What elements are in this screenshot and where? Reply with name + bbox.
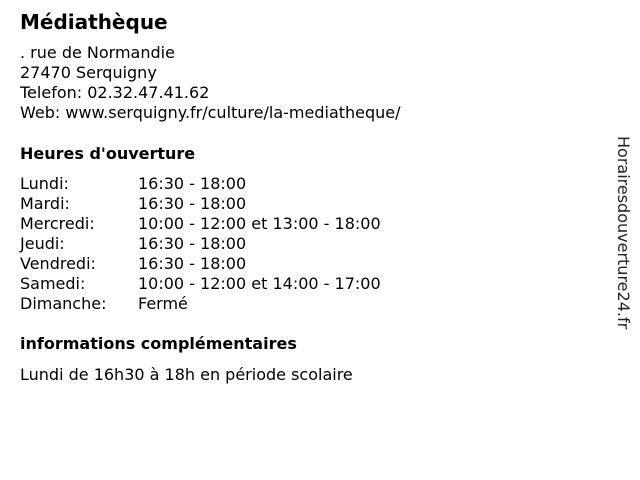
additional-info-heading: informations complémentaires bbox=[20, 334, 297, 353]
address-city: 27470 Serquigny bbox=[20, 63, 157, 82]
day-hours: 10:00 - 12:00 et 14:00 - 17:00 bbox=[138, 274, 381, 293]
hours-row-thursday bbox=[20, 234, 381, 254]
opening-hours-heading: Heures d'ouverture bbox=[20, 144, 196, 163]
hours-row-wednesday bbox=[20, 214, 381, 234]
hours-row-tuesday bbox=[20, 194, 381, 214]
day-label: Vendredi: bbox=[20, 254, 96, 273]
day-hours: 16:30 - 18:00 bbox=[138, 234, 247, 253]
day-hours: Fermé bbox=[138, 294, 188, 313]
page-title: Médiathèque bbox=[20, 10, 168, 34]
phone-number: Telefon: 02.32.47.41.62 bbox=[20, 83, 210, 102]
day-label: Mercredi: bbox=[20, 214, 95, 233]
day-label: Jeudi: bbox=[20, 234, 65, 253]
day-hours: 16:30 - 18:00 bbox=[138, 194, 247, 213]
day-hours: 16:30 - 18:00 bbox=[138, 254, 247, 273]
day-label: Dimanche: bbox=[20, 294, 107, 313]
hours-row-monday bbox=[20, 174, 381, 194]
day-label: Samedi: bbox=[20, 274, 86, 293]
hours-row-friday bbox=[20, 254, 381, 274]
hours-row-sunday bbox=[20, 294, 381, 314]
address-street: . rue de Normandie bbox=[20, 43, 175, 62]
day-hours: 10:00 - 12:00 et 13:00 - 18:00 bbox=[138, 214, 381, 233]
hours-row-saturday bbox=[20, 274, 381, 294]
day-hours: 16:30 - 18:00 bbox=[138, 174, 247, 193]
additional-info-text: Lundi de 16h30 à 18h en période scolaire bbox=[20, 365, 353, 384]
address-block bbox=[20, 43, 401, 123]
day-label: Lundi: bbox=[20, 174, 69, 193]
opening-hours-table bbox=[20, 174, 381, 314]
day-label: Mardi: bbox=[20, 194, 70, 213]
site-watermark: Horairesdouverture24.fr bbox=[614, 136, 633, 330]
website-link[interactable]: Web: www.serquigny.fr/culture/la-mediatheque/ bbox=[20, 103, 401, 122]
